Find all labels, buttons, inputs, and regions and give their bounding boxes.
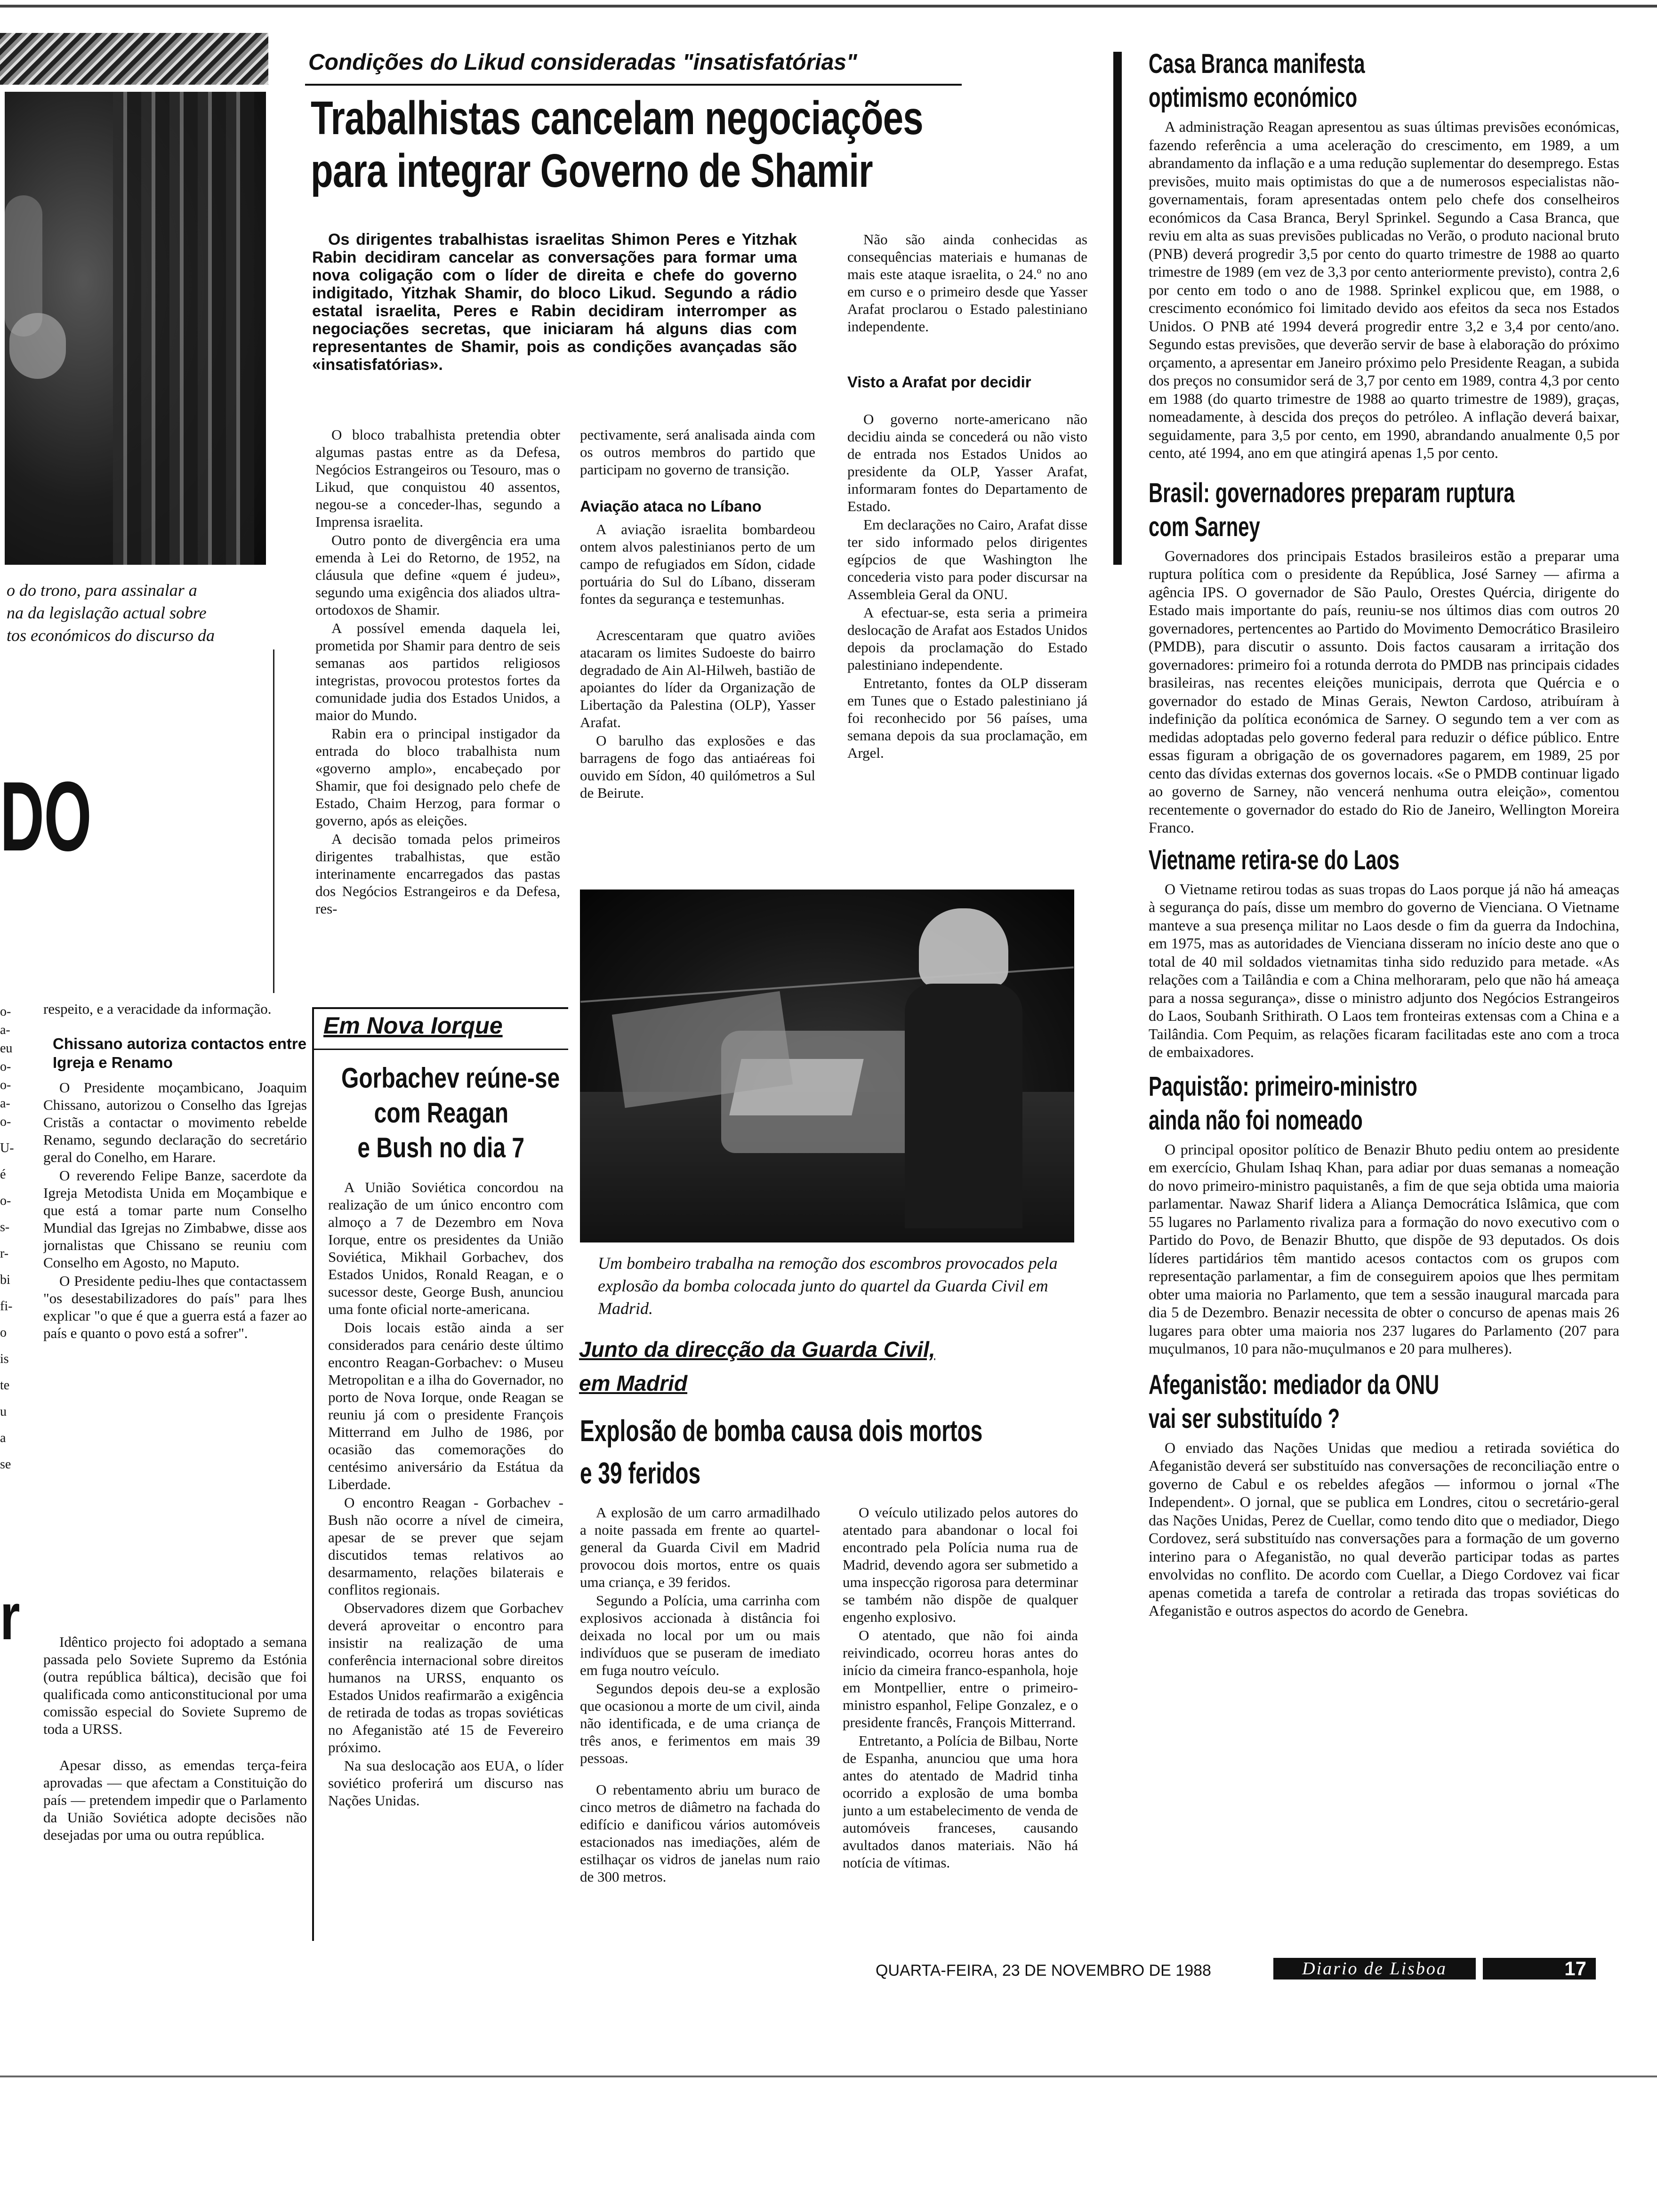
gorbachev-paragraph: A União Soviética concordou na realização de um único encontro com almoço a 7 de Dezembro em Nova Iorque, entre os presidentes da União Soviética, Mikhail Gorbachev, dos Estados Unidos, Ronald Reagan, e o sucessor deste, George Bush, anunciou uma fonte oficial norte-americana. xyxy=(328,1179,563,1317)
likud-kicker-rule xyxy=(305,84,962,86)
likud-paragraph: Outro ponto de divergência era uma emenda à Lei do Retorno, de 1952, na cláusula que define «quem é judeu», segundo uma exigência dos aliados ultra-ortodoxos de Shamir. xyxy=(315,532,560,618)
likud-paragraph: Em declarações no Cairo, Arafat disse ter sido informado pelos dirigentes egípcios de que Washington lhe concederia visto para poder discursar na Assembleia Geral da ONU. xyxy=(847,516,1087,602)
visto-subhead: Visto a Arafat por decidir xyxy=(847,373,1031,391)
madrid-paragraph: Segundos depois deu-se a explosão que ocasionou a morte de um civil, ainda não identificada, e de uma criança de três anos, e ferimentos em mais 39 pessoas. xyxy=(580,1680,820,1766)
footer-masthead: Diario de Lisboa xyxy=(1273,1958,1476,1980)
madrid-paragraph: O veículo utilizado pelos autores do atentado para abandonar o local foi encontrado pela Polícia numa rua de Madrid, devendo agora ser submetido a uma inspecção rigorosa para determinar se também não dispõe de qualquer engenho explosivo. xyxy=(843,1504,1078,1625)
likud-column-3 xyxy=(847,231,1087,890)
edge-fragment: fi- xyxy=(0,1299,13,1314)
gorbachev-paragraph: Na sua deslocação aos EUA, o líder soviético proferirá um discurso nas Nações Unidas. xyxy=(328,1757,563,1809)
madrid-photo-caption: Um bombeiro trabalha na remoção dos escombros provocados pela explosão da bomba colocada junto do quartel da Guarda Civil em Madrid. xyxy=(598,1254,1058,1318)
gorbachev-box xyxy=(312,1007,568,1941)
chissano-paragraph: O reverendo Felipe Banze, sacerdote da Igreja Metodista Unida em Moçambique e que está a tomar parte num Conselho Mundial das Igrejas no Zimbabwe, disse aos jornalistas que Chissano se reuniu com Conselho em Agosto, no Maputo. xyxy=(43,1167,307,1271)
edge-fragment: o- xyxy=(0,1194,11,1208)
madrid-paragraph: A explosão de um carro armadilhado a noite passada em frente ao quartel-general da Guarda Civil em Madrid provocou dois mortos, entre os quais uma criança, e 39 feridos. xyxy=(580,1504,820,1590)
left-caption-line: o do trono, para assinalar a xyxy=(7,581,197,600)
chissano-paragraph: O Presidente moçambicano, Joaquim Chissano, autorizou o Conselho das Igrejas Cristãs a contactar o movimento rebelde Renamo, segundo declaração do secretário geral do Conelho, em Harare. xyxy=(43,1079,307,1165)
edge-fragment: a xyxy=(0,1431,6,1445)
edge-fragment: is xyxy=(0,1352,9,1366)
left-caption-line: na da legislação actual sobre xyxy=(7,603,207,622)
likud-paragraph: A decisão tomada pelos primeiros dirigentes trabalhistas, que estão interinamente encarregados das pastas dos Negócios Estrangeiros e da Defesa, res- xyxy=(315,831,560,917)
likud-paragraph: pectivamente, será analisada ainda com os outros membros do partido que participam no governo de transição. xyxy=(580,426,815,478)
footer-date: QUARTA-FEIRA, 23 DE NOVEMBRO DE 1988 xyxy=(876,1962,1211,1980)
partial-letter: r xyxy=(0,1579,20,1653)
left-caption-line: tos económicos do discurso da xyxy=(7,626,215,645)
edge-fragment: U- xyxy=(0,1141,14,1155)
likud-headline: Trabalhistas cancelam negociações para integrar Governo de Shamir xyxy=(311,92,923,197)
estonia-paragraph: Idêntico projecto foi adoptado a semana passada pelo Soviete Supremo da Estónia (outra república báltica), decisão que foi qualificada como anticonstitucional por uma comissão especial do Soviete Supremo de toda a URSS. xyxy=(43,1634,307,1737)
right-column-rule xyxy=(1113,52,1122,565)
likud-paragraph: O bloco trabalhista pretendia obter algumas pastas entre as da Defesa, Negócios Estrangeiros ou Tesouro, mas o Likud, que conquistou 40 assentos, negou-se a conceder-lhas, segundo a Imprensa israelita. xyxy=(315,426,560,530)
likud-paragraph: Acrescentaram que quatro aviões atacaram os limites Sudoeste do bairro degradado de Ain Al-Hilweh, bastião de apoiantes do líder da Organização de Libertação da Palestina (OLP), Yasser Arafat. xyxy=(580,627,815,730)
left-banner-pattern xyxy=(0,33,268,85)
left-vertical-rule xyxy=(273,649,274,993)
afeganistao-title: Afeganistão: mediador da ONU vai ser substituído ? xyxy=(1149,1369,1440,1434)
left-edge-fragments xyxy=(0,1002,24,1991)
afeganistao-paragraph: O enviado das Nações Unidas que mediou a retirada soviética do Afeganistão deverá ser substituído nas conversações de reconciliação entre o governo de Cabul e os rebeldes afegãos — informou o jornal «The Independent». O jornal, que se publica em Londres, citou o secretário-geral das Nações Unidas, Perez de Cuellar, como tendo dito que o mediador, Diego Cordovez, será substituído nas conversações para a formação de um governo interino para o Afeganistão, no qual deverão participar todas as partes envolvidas no conflito. De acordo com Cuellar, a Diego Cordovez vai ficar apenas cometida a tarefa de controlar a retirada das tropas soviéticas do Afeganistão e outros aspectos do acordo de Genebra. xyxy=(1149,1439,1619,1619)
likud-paragraph: A efectuar-se, esta seria a primeira deslocação de Arafat aos Estados Unidos depois da proclamação do Estado palestiniano independente. xyxy=(847,604,1087,673)
likud-lead: Os dirigentes trabalhistas israelitas Shimon Peres e Yitzhak Rabin decidiram cancelar as conversações para formar uma nova coligação com o líder de direita e chefe do governo indigitado, Yitzhak Shamir, do bloco Likud. Segundo a rádio estatal israelita, Peres e Rabin decidiram interromper as negociações secretas, que iniciaram há alguns dias com representantes de Shamir, pois as condições avançadas são «insatisfatórias». xyxy=(312,231,797,374)
madrid-paragraph: O rebentamento abriu um buraco de cinco metros de diâmetro na fachada do edifício e danificou vários automóveis estacionados nas imediações, além de estilhaçar os vidros de janelas num raio de 300 metros. xyxy=(580,1781,820,1885)
paquistao-paragraph: O principal opositor político de Benazir Bhuto pediu ontem ao presidente em exercício, Ghulam Ishaq Khan, para adiar por duas semanas a nomeação do novo primeiro-ministro paquistanês, a fim de que seja obtida uma maioria parlamentar. Nawaz Sharif lidera a Aliança Democrática Islâmica, que com 55 lugares no Parlamento rivaliza para a formação do novo executivo com o Partido do Povo, de Benazir Bhutto, que dispõe de 93 deputados. Os dois líderes partidários têm mantido acesos contactos com os grupos com representação parlamentar, a fim de conseguirem apoios que lhes permitam obter uma maioria no Parlamento, que tem a sessão inaugural marcada para dia 5 de Dezembro. Benazir necessita de obter o concurso de apenas mais 26 lugares para obter uma maioria nos 237 lugares do Parlamento (207 para muçulmanos, 10 para não-muçulmanos e 20 para mulheres). xyxy=(1149,1140,1619,1357)
edge-fragment: o- xyxy=(0,1078,11,1092)
chissano-column xyxy=(43,1000,307,1598)
madrid-kicker: Junto da direcção da Guarda Civil, em Madrid xyxy=(579,1337,935,1395)
edge-fragment: o- xyxy=(0,1004,11,1019)
gorbachev-paragraph: Dois locais estão ainda a ser considerados para cenário deste último encontro Reagan-Gorbachev: o Museu Metropolitan e a ilha do Governador, no porto de Nova Iorque, onde Reagan se reuniu já com o presidente François Mitterrand em Julho de 1986, por ocasião das comemorações do centésimo aniversário da Estátua da Liberdade. xyxy=(328,1319,563,1492)
bottom-rule xyxy=(0,2076,1657,2077)
chissano-subhead: Chissano autoriza contactos entre Igreja e Renamo xyxy=(53,1035,307,1071)
edge-fragment: o- xyxy=(0,1059,11,1074)
left-photo xyxy=(5,92,266,565)
likud-paragraph: Não são ainda conhecidas as consequências materiais e humanas de mais este ataque israelita, o 24.º no ano em curso e o primeiro desde que Yasser Arafat proclarou o Estado palestiniano independente. xyxy=(847,231,1087,335)
likud-paragraph: Entretanto, fontes da OLP disseram em Tunes que o Estado palestiniano já foi reconhecido por 56 países, uma semana depois da sua proclamação, em Argel. xyxy=(847,675,1087,761)
chissano-top-text: respeito, e a veracidade da informação. xyxy=(43,1001,272,1017)
estonia-paragraph: Apesar disso, as emendas terça-feira aprovadas — que afectam a Constituição do país — pretendem impedir que o Parlamento da União Soviética adopte decisões não desejadas por uma ou outra república. xyxy=(43,1757,307,1843)
top-rule xyxy=(0,5,1657,8)
likud-paragraph: A aviação israelita bombardeou ontem alvos palestinianos perto de um campo de refugiados em Sídon, cidade portuária do Sul do Líbano, disseram fontes da segurança e testemunhas. xyxy=(580,521,815,607)
edge-fragment: u xyxy=(0,1404,7,1419)
gorbachev-kicker: Em Nova Iorque xyxy=(323,1012,503,1039)
likud-paragraph: A possível emenda daquela lei, prometida por Shamir para dentro de seis semanas aos partidos religiosos integristas, provocou protestos fortes da comunidade judia dos Estados Unidos, a maior do Mundo. xyxy=(315,620,560,723)
vietname-paragraph: O Vietname retirou todas as suas tropas do Laos porque já não há ameaças à segurança do país, disse um membro do governo de Vienciana. O Vietname manteve a sua presença militar no Laos desde o fim da guerra da Indochina, em 1975, mas as autoridades de Vienciana disseram no início deste ano que o total de 40 mil soldados vietnamitas tinha sido reduzido para metade. «As relações com a Tailândia e com a China melhoraram, pelo que não há ameaça para a nossa segurança», disse o ministro adjunto dos Negócios Estrangeiros do Laos, Soubanh Srithirath. O Laos tem fronteiras extensas com a China e a Tailândia. Com Pequim, as relações ficaram facilitadas este ano com a troca de embaixadores. xyxy=(1149,880,1619,1060)
likud-paragraph: O barulho das explosões e das barragens de fogo das antiaéreas foi ouvido em Sídon, 40 quilómetros a Sul de Beirute. xyxy=(580,732,815,801)
edge-fragment: eu xyxy=(0,1041,13,1056)
likud-column-2 xyxy=(580,426,815,885)
vietname-title: Vietname retira-se do Laos xyxy=(1149,844,1400,875)
madrid-column-2 xyxy=(843,1504,1078,1993)
edge-fragment: se xyxy=(0,1457,11,1472)
likud-paragraph: O governo norte-americano não decidiu ainda se concederá ou não visto de entrada nos Estados Unidos ao presidente da OLP, Yasser Arafat, informaram fontes do Departamento de Estado. xyxy=(847,411,1087,514)
footer-page-number: 17 xyxy=(1483,1958,1596,1980)
edge-fragment: r- xyxy=(0,1246,9,1261)
madrid-paragraph: O atentado, que não foi ainda reivindicado, ocorreu horas antes do início da cimeira franco-espanhola, hoje em Montpellier, entre o primeiro-ministro espanhol, Felipe Gonzalez, e o presidente francês, François Mitterrand. xyxy=(843,1627,1078,1731)
madrid-column-1 xyxy=(580,1504,820,1993)
madrid-paragraph: Entretanto, a Polícia de Bilbau, Norte de Espanha, anunciou que uma hora antes do atentado de Madrid tinha ocorrido a explosão de uma bomba junto a um estabelecimento de venda de automóveis franceses, causando avultados danos materiais. Não há notícia de vítimas. xyxy=(843,1732,1078,1871)
likud-kicker: Condições do Likud consideradas "insatisfatórias" xyxy=(308,50,857,75)
gorbachev-headline: Gorbachev reúne-se com Reagan e Bush no dia 7 xyxy=(341,1062,560,1163)
brasil-paragraph: Governadores dos principais Estados brasileiros estão a preparar uma ruptura política com o presidente da República, José Sarney — afirma a agência IPS. O governador de São Paulo, Orestes Quércia, dirigente do Estado mais importante do país, reuniu-se nos últimos dias com outros 20 governadores, pertencentes ao Partido do Movimento Democrático Brasileiro (PMDB), para discutir o assunto. Dois factos causaram a irritação dos governadores: primeiro foi a rotunda derrota do PMDB nas principais cidades brasileiras, nas recentes eleições municipais, derrota que Quércia e o governador do estado de Minas Gerais, Newton Cardoso, atribuíram à indefinição da política económica de Sarney. O segundo tem a ver com as medidas adoptadas pelo governo federal para reduzir o défice público. Entre essas figuram a obrigação de os governadores pagarem, em 1989, 25 por cento das dívidas externas dos governos locais. «Se o PMDB continuar ligado ao governo de Sarney, não vencerá nenhuma outra eleição», comentou recentemente o governador do estado do Rio de Janeiro, Wellington Moreira Franco. xyxy=(1149,547,1619,836)
madrid-photo xyxy=(580,890,1074,1242)
edge-fragment: é xyxy=(0,1167,6,1182)
casa-branca-paragraph: A administração Reagan apresentou as suas últimas previsões económicas, fazendo referência a uma aceleração do crescimento, em 1989, a um abrandamento da inflação e a uma redução suplementar do desemprego. Estas previsões, muito mais optimistas do que a de numerosos especialistas não-governamentais, foram apresentadas ontem pelo chefe dos conselheiros económicos da Casa Branca, Beryl Sprinkel. Segundo a Casa Branca, que reviu em alta as suas previsões publicadas no Verão, o produto nacional bruto (PNB) deverá progredir 3,5 por cento do quarto trimestre de 1988 ao quarto trimestre de 1989 (em vez de 3,3 por cento anteriormente previsto), contra 2,6 por cento em todo o ano de 1988. Sprinkel explicou que, em 1988, o crescimento económico foi limitado devido aos efeitos da seca nos Estados Unidos. O PNB até 1994 deverá progredir entre 3,2 e 3,4 por cento/ano. Segundo estas previsões, que deverão servir de base à elaboração do próximo orçamento, a apresentar em Janeiro próximo pelo Presidente Reagan, a subida dos preços no consumidor será de 3,7 por cento em 1989, contra 4,3 por cento em 1988 (do quarto trimestre de 1988 ao quarto trimestre de 1989), graças, nomeadamente, à descida dos preços do petróleo. A inflação deverá baixar, seguidamente, para 3,5 por cento, em 1990, abrandando anualmente 0,5 por cento, até 1994, ano em que atingirá apenas 1,5 por cento. xyxy=(1149,118,1619,461)
madrid-paragraph: Segundo a Polícia, uma carrinha com explosivos accionada à distância foi deixada no local por um ou mais indivíduos que se puseram de imediato em fuga noutro veículo. xyxy=(580,1592,820,1678)
edge-fragment: s- xyxy=(0,1220,10,1234)
chissano-paragraph: O Presidente pediu-lhes que contactassem "os desestabilizadores do país" para lhes explicar "o que é que a guerra está a fazer ao país e quanto o povo está a sofrer". xyxy=(43,1273,307,1341)
casa-branca-title: Casa Branca manifesta optimismo económico xyxy=(1149,48,1365,113)
aviacao-subhead: Aviação ataca no Líbano xyxy=(580,497,762,515)
edge-fragment: a- xyxy=(0,1023,10,1037)
edge-fragment: o- xyxy=(0,1114,11,1129)
left-photo-caption xyxy=(7,579,270,647)
right-column xyxy=(1149,47,1619,1958)
likud-column-1 xyxy=(315,426,560,986)
gorbachev-paragraph: Observadores dizem que Gorbachev deverá aproveitar o encontro para insistir na realização de uma conferência internacional sobre direitos humanos na URSS, enquanto os Estados Unidos reafirmarão a exigência de retirada de todas as tropas soviéticas no Afeganistão até 15 de Fevereiro próximo. xyxy=(328,1600,563,1755)
gorbachev-paragraph: O encontro Reagan - Gorbachev - Bush não ocorre a nível de cimeira, apesar de se prever que sejam discutidos temas relativos ao desarmamento, relações bilaterais e conflitos regionais. xyxy=(328,1494,563,1598)
estonia-column xyxy=(43,1633,307,2000)
edge-fragment: o xyxy=(0,1325,7,1340)
edge-fragment: bi xyxy=(0,1273,10,1287)
gorbachev-body xyxy=(328,1178,563,1936)
madrid-headline: Explosão de bomba causa dois mortos e 39 feridos xyxy=(580,1414,983,1490)
edge-fragment: te xyxy=(0,1378,10,1393)
partial-headline: DO xyxy=(0,761,92,872)
brasil-title: Brasil: governadores preparam ruptura com Sarney xyxy=(1149,477,1515,542)
edge-fragment: a- xyxy=(0,1096,10,1111)
paquistao-title: Paquistão: primeiro-ministro ainda não foi nomeado xyxy=(1149,1071,1417,1136)
likud-paragraph: Rabin era o principal instigador da entrada do bloco trabalhista num «governo amplo», encabeçado por Shamir, que foi designado pelo chefe de Estado, Chaim Herzog, para formar o governo, após as eleições. xyxy=(315,725,560,829)
